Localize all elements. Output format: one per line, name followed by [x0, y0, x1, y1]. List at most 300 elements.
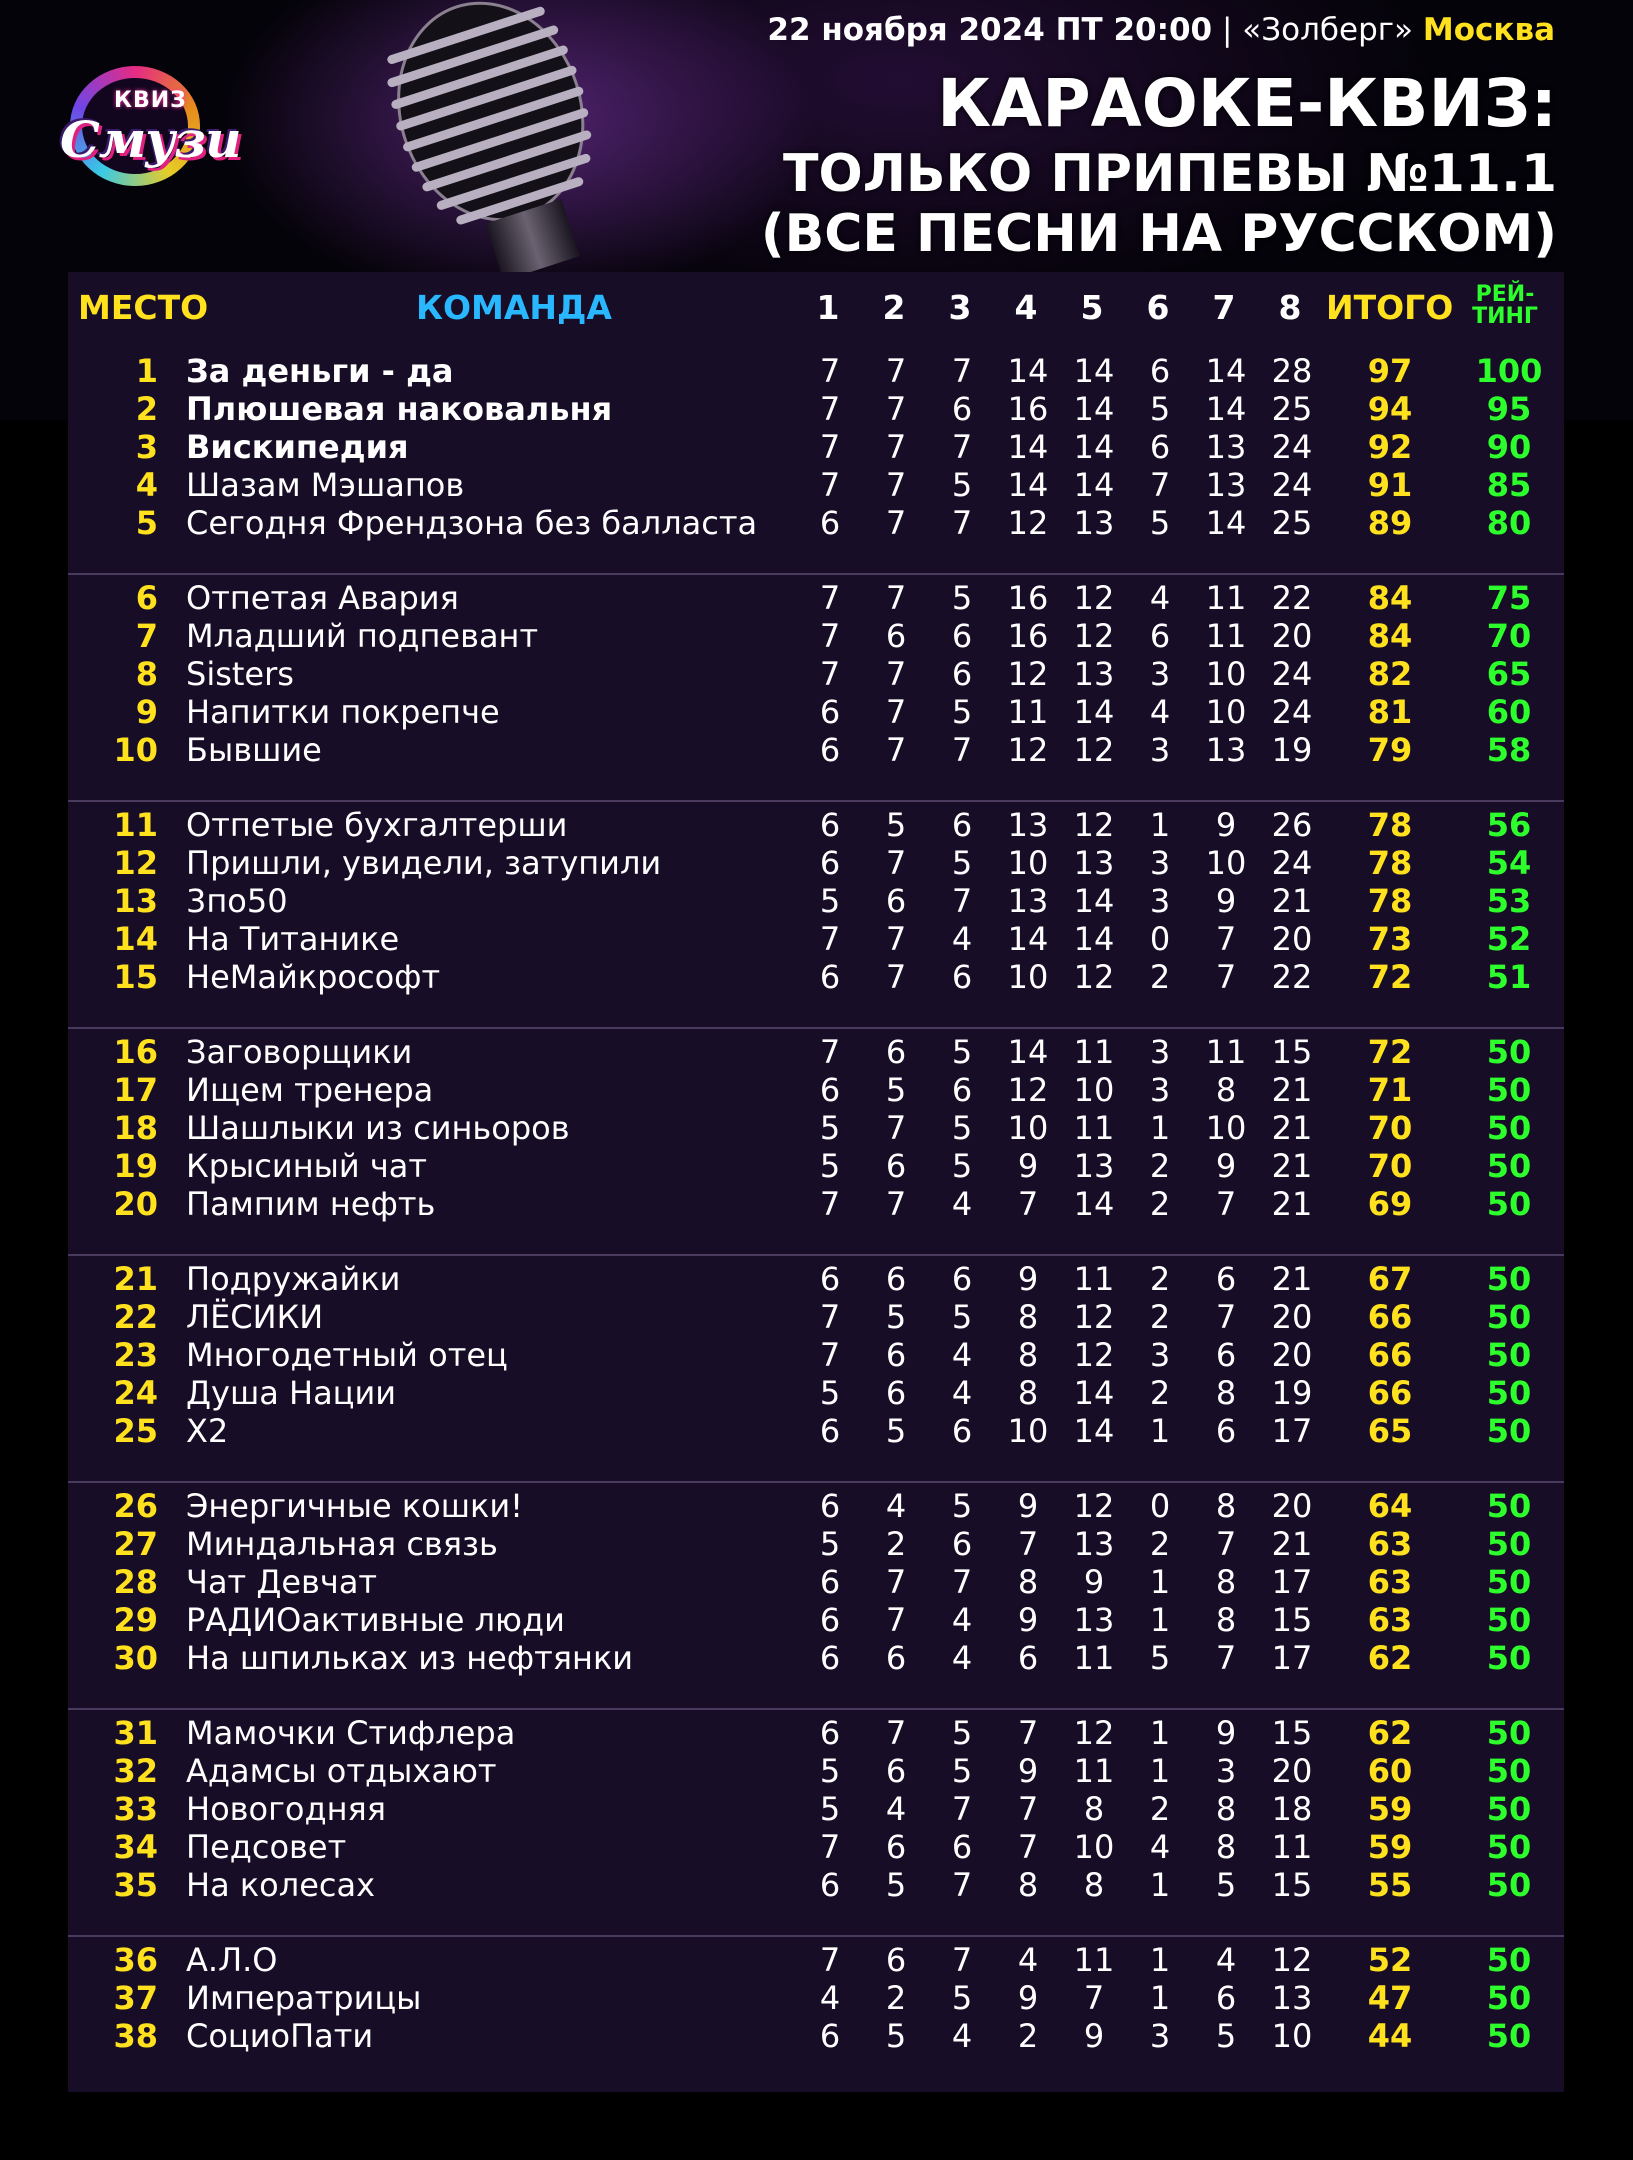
round-6-score-cell: 2: [1149, 958, 1171, 996]
round-7-score-cell: 10: [1205, 1109, 1247, 1147]
round-5-score-cell: 11: [1073, 1109, 1115, 1147]
round-5-score-cell: 10: [1073, 1071, 1115, 1109]
table-row: [68, 731, 1564, 769]
total-cell: 62: [1367, 1639, 1413, 1677]
round-1-score-cell: 7: [819, 352, 841, 390]
total-cell: 55: [1367, 1866, 1413, 1904]
place-cell: 20: [113, 1185, 158, 1223]
place-cell: 25: [113, 1412, 158, 1450]
place-cell: 29: [113, 1601, 158, 1639]
round-6-score-cell: 1: [1149, 1714, 1171, 1752]
round-2-score-cell: 7: [885, 731, 907, 769]
place-cell: 38: [113, 2017, 158, 2055]
place-cell: 31: [113, 1714, 158, 1752]
round-8-score-cell: 25: [1271, 390, 1313, 428]
round-7-score-cell: 9: [1215, 806, 1237, 844]
place-cell: 13: [113, 882, 158, 920]
round-3-score-cell: 7: [951, 1563, 973, 1601]
round-3-score-cell: 7: [951, 428, 973, 466]
round-2-score-cell: 2: [885, 1525, 907, 1563]
round-4-score-cell: 14: [1007, 1033, 1049, 1071]
round-6-score-cell: 6: [1149, 352, 1171, 390]
round-1-score-cell: 7: [819, 1298, 841, 1336]
team-name-cell: Адамсы отдыхают: [186, 1752, 497, 1790]
rating-cell: 50: [1486, 1866, 1532, 1904]
round-7-score-cell: 6: [1215, 1412, 1237, 1450]
round-7-score-cell: 13: [1205, 731, 1247, 769]
round-2-score-cell: 6: [885, 882, 907, 920]
round-4-score-cell: 4: [1017, 1941, 1039, 1979]
round-4-score-cell: 13: [1007, 882, 1049, 920]
total-cell: 94: [1367, 390, 1413, 428]
rating-cell: 65: [1486, 655, 1532, 693]
total-cell: 63: [1367, 1601, 1413, 1639]
round-8-score-cell: 25: [1271, 504, 1313, 542]
table-row: [68, 1487, 1564, 1525]
round-3-score-cell: 5: [951, 1298, 973, 1336]
round-7-score-cell: 8: [1215, 1601, 1237, 1639]
round-3-score-cell: 6: [951, 617, 973, 655]
microphone-icon: [360, 0, 640, 280]
round-6-score-cell: 2: [1149, 1298, 1171, 1336]
page-title: [761, 64, 1557, 264]
round-2-score-cell: 6: [885, 1752, 907, 1790]
round-5-score-cell: 8: [1083, 1866, 1105, 1904]
rating-cell: 85: [1486, 466, 1532, 504]
team-name-cell: Шашлыки из синьоров: [186, 1109, 570, 1147]
round-1-score-cell: 7: [819, 390, 841, 428]
round-1-score-cell: 6: [819, 844, 841, 882]
round-6-score-cell: 2: [1149, 1185, 1171, 1223]
round-1-score-cell: 4: [819, 1979, 841, 2017]
round-2-score-cell: 7: [885, 1109, 907, 1147]
round-3-score-cell: 5: [951, 1714, 973, 1752]
event-city: Москва: [1422, 12, 1555, 48]
place-cell: 9: [135, 693, 158, 731]
round-3-score-cell: 5: [951, 1109, 973, 1147]
rating-cell: 56: [1486, 806, 1532, 844]
place-cell: 7: [135, 617, 158, 655]
team-name-cell: Многодетный отец: [186, 1336, 508, 1374]
round-1-score-cell: 7: [819, 1185, 841, 1223]
round-6-score-cell: 1: [1149, 1563, 1171, 1601]
rating-cell: 50: [1486, 1412, 1532, 1450]
table-row: [68, 844, 1564, 882]
round-2-score-cell: 4: [885, 1487, 907, 1525]
round-1-score-cell: 5: [819, 1790, 841, 1828]
place-cell: 34: [113, 1828, 158, 1866]
total-cell: 70: [1367, 1147, 1413, 1185]
rating-cell: 50: [1486, 1525, 1532, 1563]
round-3-score-cell: 7: [951, 352, 973, 390]
round-1-score-cell: 6: [819, 1260, 841, 1298]
round-5-score-cell: 13: [1073, 655, 1115, 693]
round-4-score-cell: 7: [1017, 1714, 1039, 1752]
round-3-score-cell: 6: [951, 1525, 973, 1563]
table-row: [68, 1071, 1564, 1109]
round-7-score-cell: 9: [1215, 882, 1237, 920]
round-1-score-cell: 5: [819, 882, 841, 920]
table-row: [68, 1147, 1564, 1185]
table-row: [68, 806, 1564, 844]
team-name-cell: Младший подпевант: [186, 617, 539, 655]
round-5-score-cell: 12: [1073, 731, 1115, 769]
round-6-score-cell: 6: [1149, 617, 1171, 655]
round-3-score-cell: 5: [951, 844, 973, 882]
round-8-score-cell: 21: [1271, 1260, 1313, 1298]
round-6-score-cell: 3: [1149, 731, 1171, 769]
round-4-score-cell: 10: [1007, 958, 1049, 996]
round-2-score-cell: 5: [885, 1866, 907, 1904]
table-row: [68, 1298, 1564, 1336]
table-row: [68, 1790, 1564, 1828]
rating-cell: 50: [1486, 1828, 1532, 1866]
round-7-score-cell: 11: [1205, 617, 1247, 655]
round-4-score-cell: 9: [1017, 1979, 1039, 2017]
round-4-score-cell: 6: [1017, 1639, 1039, 1677]
round-5-score-cell: 14: [1073, 428, 1115, 466]
round-2-score-cell: 6: [885, 1941, 907, 1979]
round-5-score-cell: 12: [1073, 579, 1115, 617]
table-row: [68, 579, 1564, 617]
table-row: [68, 1639, 1564, 1677]
team-name-cell: Педсовет: [186, 1828, 347, 1866]
total-cell: 70: [1367, 1109, 1413, 1147]
rating-cell: 90: [1486, 428, 1532, 466]
team-name-cell: СоциоПати: [186, 2017, 374, 2055]
total-cell: 67: [1367, 1260, 1413, 1298]
total-cell: 84: [1367, 579, 1413, 617]
round-5-score-cell: 13: [1073, 1601, 1115, 1639]
round-7-score-cell: 5: [1215, 2017, 1237, 2055]
round-7-score-cell: 7: [1215, 958, 1237, 996]
round-2-score-cell: 7: [885, 693, 907, 731]
place-cell: 27: [113, 1525, 158, 1563]
round-7-score-cell: 5: [1215, 1866, 1237, 1904]
team-name-cell: РАДИОактивные люди: [186, 1601, 565, 1639]
table-row: [68, 920, 1564, 958]
rating-cell: 50: [1486, 1601, 1532, 1639]
round-8-score-cell: 11: [1271, 1828, 1313, 1866]
round-7-score-cell: 8: [1215, 1828, 1237, 1866]
round-7-score-cell: 9: [1215, 1714, 1237, 1752]
smuzi-logo: [52, 58, 241, 188]
round-1-score-cell: 6: [819, 693, 841, 731]
team-name-cell: ЛЁСИКИ: [186, 1298, 324, 1336]
round-2-score-cell: 5: [885, 2017, 907, 2055]
round-6-score-cell: 3: [1149, 1071, 1171, 1109]
team-name-cell: Крысиный чат: [186, 1147, 427, 1185]
round-4-score-cell: 16: [1007, 390, 1049, 428]
results-table: [68, 272, 1564, 2092]
round-2-score-cell: 5: [885, 1412, 907, 1450]
round-8-score-cell: 21: [1271, 1185, 1313, 1223]
round-4-score-cell: 7: [1017, 1828, 1039, 1866]
table-group: [68, 1483, 1564, 1710]
table-row: [68, 1563, 1564, 1601]
round-7-score-cell: 7: [1215, 920, 1237, 958]
header-round-3: 3: [948, 288, 972, 327]
round-3-score-cell: 5: [951, 1033, 973, 1071]
round-3-score-cell: 6: [951, 1412, 973, 1450]
place-cell: 5: [135, 504, 158, 542]
round-2-score-cell: 7: [885, 958, 907, 996]
table-row: [68, 882, 1564, 920]
round-2-score-cell: 6: [885, 617, 907, 655]
header-rating-line-2: ТИНГ: [1472, 304, 1538, 329]
round-6-score-cell: 3: [1149, 2017, 1171, 2055]
rating-cell: 50: [1486, 1298, 1532, 1336]
total-cell: 78: [1367, 882, 1413, 920]
rating-cell: 50: [1486, 1374, 1532, 1412]
round-7-score-cell: 11: [1205, 1033, 1247, 1071]
round-2-score-cell: 7: [885, 655, 907, 693]
logo-top-text: КВИЗ: [114, 88, 187, 113]
team-name-cell: Сегодня Френдзона без балласта: [186, 504, 758, 542]
place-cell: 23: [113, 1336, 158, 1374]
round-6-score-cell: 3: [1149, 1033, 1171, 1071]
round-6-score-cell: 1: [1149, 1979, 1171, 2017]
rating-cell: 70: [1486, 617, 1532, 655]
team-name-cell: Отпетая Авария: [186, 579, 459, 617]
table-row: [68, 504, 1564, 542]
round-8-score-cell: 17: [1271, 1563, 1313, 1601]
round-5-score-cell: 8: [1083, 1790, 1105, 1828]
place-cell: 24: [113, 1374, 158, 1412]
round-3-score-cell: 7: [951, 504, 973, 542]
round-5-score-cell: 13: [1073, 844, 1115, 882]
round-4-score-cell: 8: [1017, 1374, 1039, 1412]
round-3-score-cell: 7: [951, 1790, 973, 1828]
round-5-score-cell: 12: [1073, 806, 1115, 844]
round-8-score-cell: 24: [1271, 844, 1313, 882]
table-group: [68, 575, 1564, 802]
round-5-score-cell: 7: [1083, 1979, 1105, 2017]
round-3-score-cell: 6: [951, 806, 973, 844]
round-4-score-cell: 12: [1007, 655, 1049, 693]
round-3-score-cell: 4: [951, 1336, 973, 1374]
table-row: [68, 1866, 1564, 1904]
round-2-score-cell: 7: [885, 1185, 907, 1223]
round-8-score-cell: 20: [1271, 1298, 1313, 1336]
round-7-score-cell: 6: [1215, 1260, 1237, 1298]
round-1-score-cell: 6: [819, 731, 841, 769]
round-6-score-cell: 4: [1149, 579, 1171, 617]
rating-cell: 51: [1486, 958, 1532, 996]
place-cell: 33: [113, 1790, 158, 1828]
round-5-score-cell: 14: [1073, 920, 1115, 958]
round-4-score-cell: 12: [1007, 504, 1049, 542]
round-2-score-cell: 5: [885, 1071, 907, 1109]
round-8-score-cell: 21: [1271, 1525, 1313, 1563]
rating-cell: 50: [1486, 1714, 1532, 1752]
round-8-score-cell: 17: [1271, 1412, 1313, 1450]
rating-cell: 50: [1486, 1790, 1532, 1828]
rating-cell: 50: [1486, 1185, 1532, 1223]
round-6-score-cell: 4: [1149, 1828, 1171, 1866]
round-3-score-cell: 5: [951, 1147, 973, 1185]
round-5-score-cell: 14: [1073, 1374, 1115, 1412]
table-row: [68, 1525, 1564, 1563]
place-cell: 19: [113, 1147, 158, 1185]
team-name-cell: Подружайки: [186, 1260, 401, 1298]
rating-cell: 50: [1486, 1752, 1532, 1790]
round-3-score-cell: 4: [951, 920, 973, 958]
table-row: [68, 390, 1564, 428]
round-2-score-cell: 6: [885, 1033, 907, 1071]
round-7-score-cell: 8: [1215, 1563, 1237, 1601]
round-2-score-cell: 7: [885, 1601, 907, 1639]
round-6-score-cell: 6: [1149, 428, 1171, 466]
logo-main-text: Смузи: [60, 110, 241, 169]
round-7-score-cell: 14: [1205, 352, 1247, 390]
round-3-score-cell: 4: [951, 2017, 973, 2055]
round-7-score-cell: 10: [1205, 844, 1247, 882]
round-4-score-cell: 9: [1017, 1147, 1039, 1185]
round-1-score-cell: 7: [819, 1828, 841, 1866]
round-6-score-cell: 1: [1149, 1941, 1171, 1979]
round-2-score-cell: 7: [885, 844, 907, 882]
header-round-7: 7: [1212, 288, 1236, 327]
header-rating-line-1: РЕЙ-: [1475, 282, 1535, 307]
team-name-cell: Напитки покрепче: [186, 693, 500, 731]
round-8-score-cell: 20: [1271, 1336, 1313, 1374]
round-1-score-cell: 6: [819, 1071, 841, 1109]
round-5-score-cell: 14: [1073, 882, 1115, 920]
place-cell: 30: [113, 1639, 158, 1677]
total-cell: 71: [1367, 1071, 1413, 1109]
team-name-cell: Заговорщики: [186, 1033, 413, 1071]
round-8-score-cell: 15: [1271, 1866, 1313, 1904]
table-group: [68, 802, 1564, 1029]
round-2-score-cell: 7: [885, 1563, 907, 1601]
round-4-score-cell: 2: [1017, 2017, 1039, 2055]
round-7-score-cell: 7: [1215, 1298, 1237, 1336]
round-3-score-cell: 6: [951, 1828, 973, 1866]
team-name-cell: Бывшие: [186, 731, 322, 769]
round-3-score-cell: 6: [951, 958, 973, 996]
round-7-score-cell: 14: [1205, 504, 1247, 542]
round-6-score-cell: 5: [1149, 504, 1171, 542]
round-1-score-cell: 7: [819, 920, 841, 958]
round-8-score-cell: 15: [1271, 1601, 1313, 1639]
round-5-score-cell: 13: [1073, 504, 1115, 542]
round-1-score-cell: 5: [819, 1752, 841, 1790]
total-cell: 60: [1367, 1752, 1413, 1790]
place-cell: 2: [135, 390, 158, 428]
round-8-score-cell: 22: [1271, 579, 1313, 617]
round-6-score-cell: 3: [1149, 882, 1171, 920]
rating-cell: 50: [1486, 1109, 1532, 1147]
title-line-1: КАРАОКЕ-КВИЗ:: [937, 65, 1557, 142]
round-5-score-cell: 9: [1083, 2017, 1105, 2055]
round-8-score-cell: 13: [1271, 1979, 1313, 2017]
round-7-score-cell: 6: [1215, 1979, 1237, 2017]
round-8-score-cell: 18: [1271, 1790, 1313, 1828]
team-name-cell: На Титанике: [186, 920, 400, 958]
round-1-score-cell: 7: [819, 1033, 841, 1071]
round-2-score-cell: 6: [885, 1374, 907, 1412]
rating-cell: 58: [1486, 731, 1532, 769]
team-name-cell: Sisters: [186, 655, 294, 693]
rating-cell: 50: [1486, 1260, 1532, 1298]
table-row: [68, 1714, 1564, 1752]
total-cell: 91: [1367, 466, 1413, 504]
round-3-score-cell: 4: [951, 1374, 973, 1412]
round-2-score-cell: 5: [885, 1298, 907, 1336]
table-row: [68, 1941, 1564, 1979]
table-group: [68, 1710, 1564, 1937]
round-8-score-cell: 15: [1271, 1714, 1313, 1752]
team-name-cell: Душа Нации: [186, 1374, 397, 1412]
round-2-score-cell: 7: [885, 428, 907, 466]
round-2-score-cell: 7: [885, 390, 907, 428]
table-row: [68, 693, 1564, 731]
round-3-score-cell: 4: [951, 1185, 973, 1223]
table-row: [68, 1336, 1564, 1374]
round-8-score-cell: 24: [1271, 466, 1313, 504]
round-1-score-cell: 6: [819, 1866, 841, 1904]
place-cell: 36: [113, 1941, 158, 1979]
round-1-score-cell: 6: [819, 1639, 841, 1677]
team-name-cell: А.Л.О: [186, 1941, 278, 1979]
total-cell: 66: [1367, 1336, 1413, 1374]
round-5-score-cell: 13: [1073, 1525, 1115, 1563]
round-1-score-cell: 5: [819, 1147, 841, 1185]
round-4-score-cell: 9: [1017, 1752, 1039, 1790]
round-8-score-cell: 21: [1271, 882, 1313, 920]
round-6-score-cell: 1: [1149, 1601, 1171, 1639]
round-8-score-cell: 12: [1271, 1941, 1313, 1979]
rating-cell: 52: [1486, 920, 1532, 958]
team-name-cell: Чат Девчат: [186, 1563, 378, 1601]
table-row: [68, 617, 1564, 655]
round-6-score-cell: 2: [1149, 1374, 1171, 1412]
round-4-score-cell: 7: [1017, 1525, 1039, 1563]
round-4-score-cell: 9: [1017, 1601, 1039, 1639]
round-5-score-cell: 14: [1073, 390, 1115, 428]
total-cell: 81: [1367, 693, 1413, 731]
total-cell: 69: [1367, 1185, 1413, 1223]
round-8-score-cell: 20: [1271, 1752, 1313, 1790]
table-row: [68, 655, 1564, 693]
round-1-score-cell: 7: [819, 1336, 841, 1374]
round-5-score-cell: 11: [1073, 1752, 1115, 1790]
place-cell: 28: [113, 1563, 158, 1601]
round-1-score-cell: 6: [819, 504, 841, 542]
total-cell: 65: [1367, 1412, 1413, 1450]
round-3-score-cell: 5: [951, 1487, 973, 1525]
total-cell: 59: [1367, 1790, 1413, 1828]
round-6-score-cell: 2: [1149, 1525, 1171, 1563]
team-name-cell: На шпильках из нефтянки: [186, 1639, 634, 1677]
round-4-score-cell: 8: [1017, 1563, 1039, 1601]
place-cell: 21: [113, 1260, 158, 1298]
table-group: [68, 348, 1564, 575]
total-cell: 44: [1367, 2017, 1413, 2055]
round-7-score-cell: 13: [1205, 466, 1247, 504]
place-cell: 14: [113, 920, 158, 958]
event-date: 22 ноября 2024 ПТ 20:00: [767, 12, 1213, 48]
round-5-score-cell: 11: [1073, 1941, 1115, 1979]
header-rating: [1470, 284, 1540, 328]
round-4-score-cell: 11: [1007, 693, 1049, 731]
total-cell: 78: [1367, 806, 1413, 844]
round-4-score-cell: 8: [1017, 1298, 1039, 1336]
place-cell: 32: [113, 1752, 158, 1790]
round-1-score-cell: 7: [819, 617, 841, 655]
round-6-score-cell: 2: [1149, 1790, 1171, 1828]
